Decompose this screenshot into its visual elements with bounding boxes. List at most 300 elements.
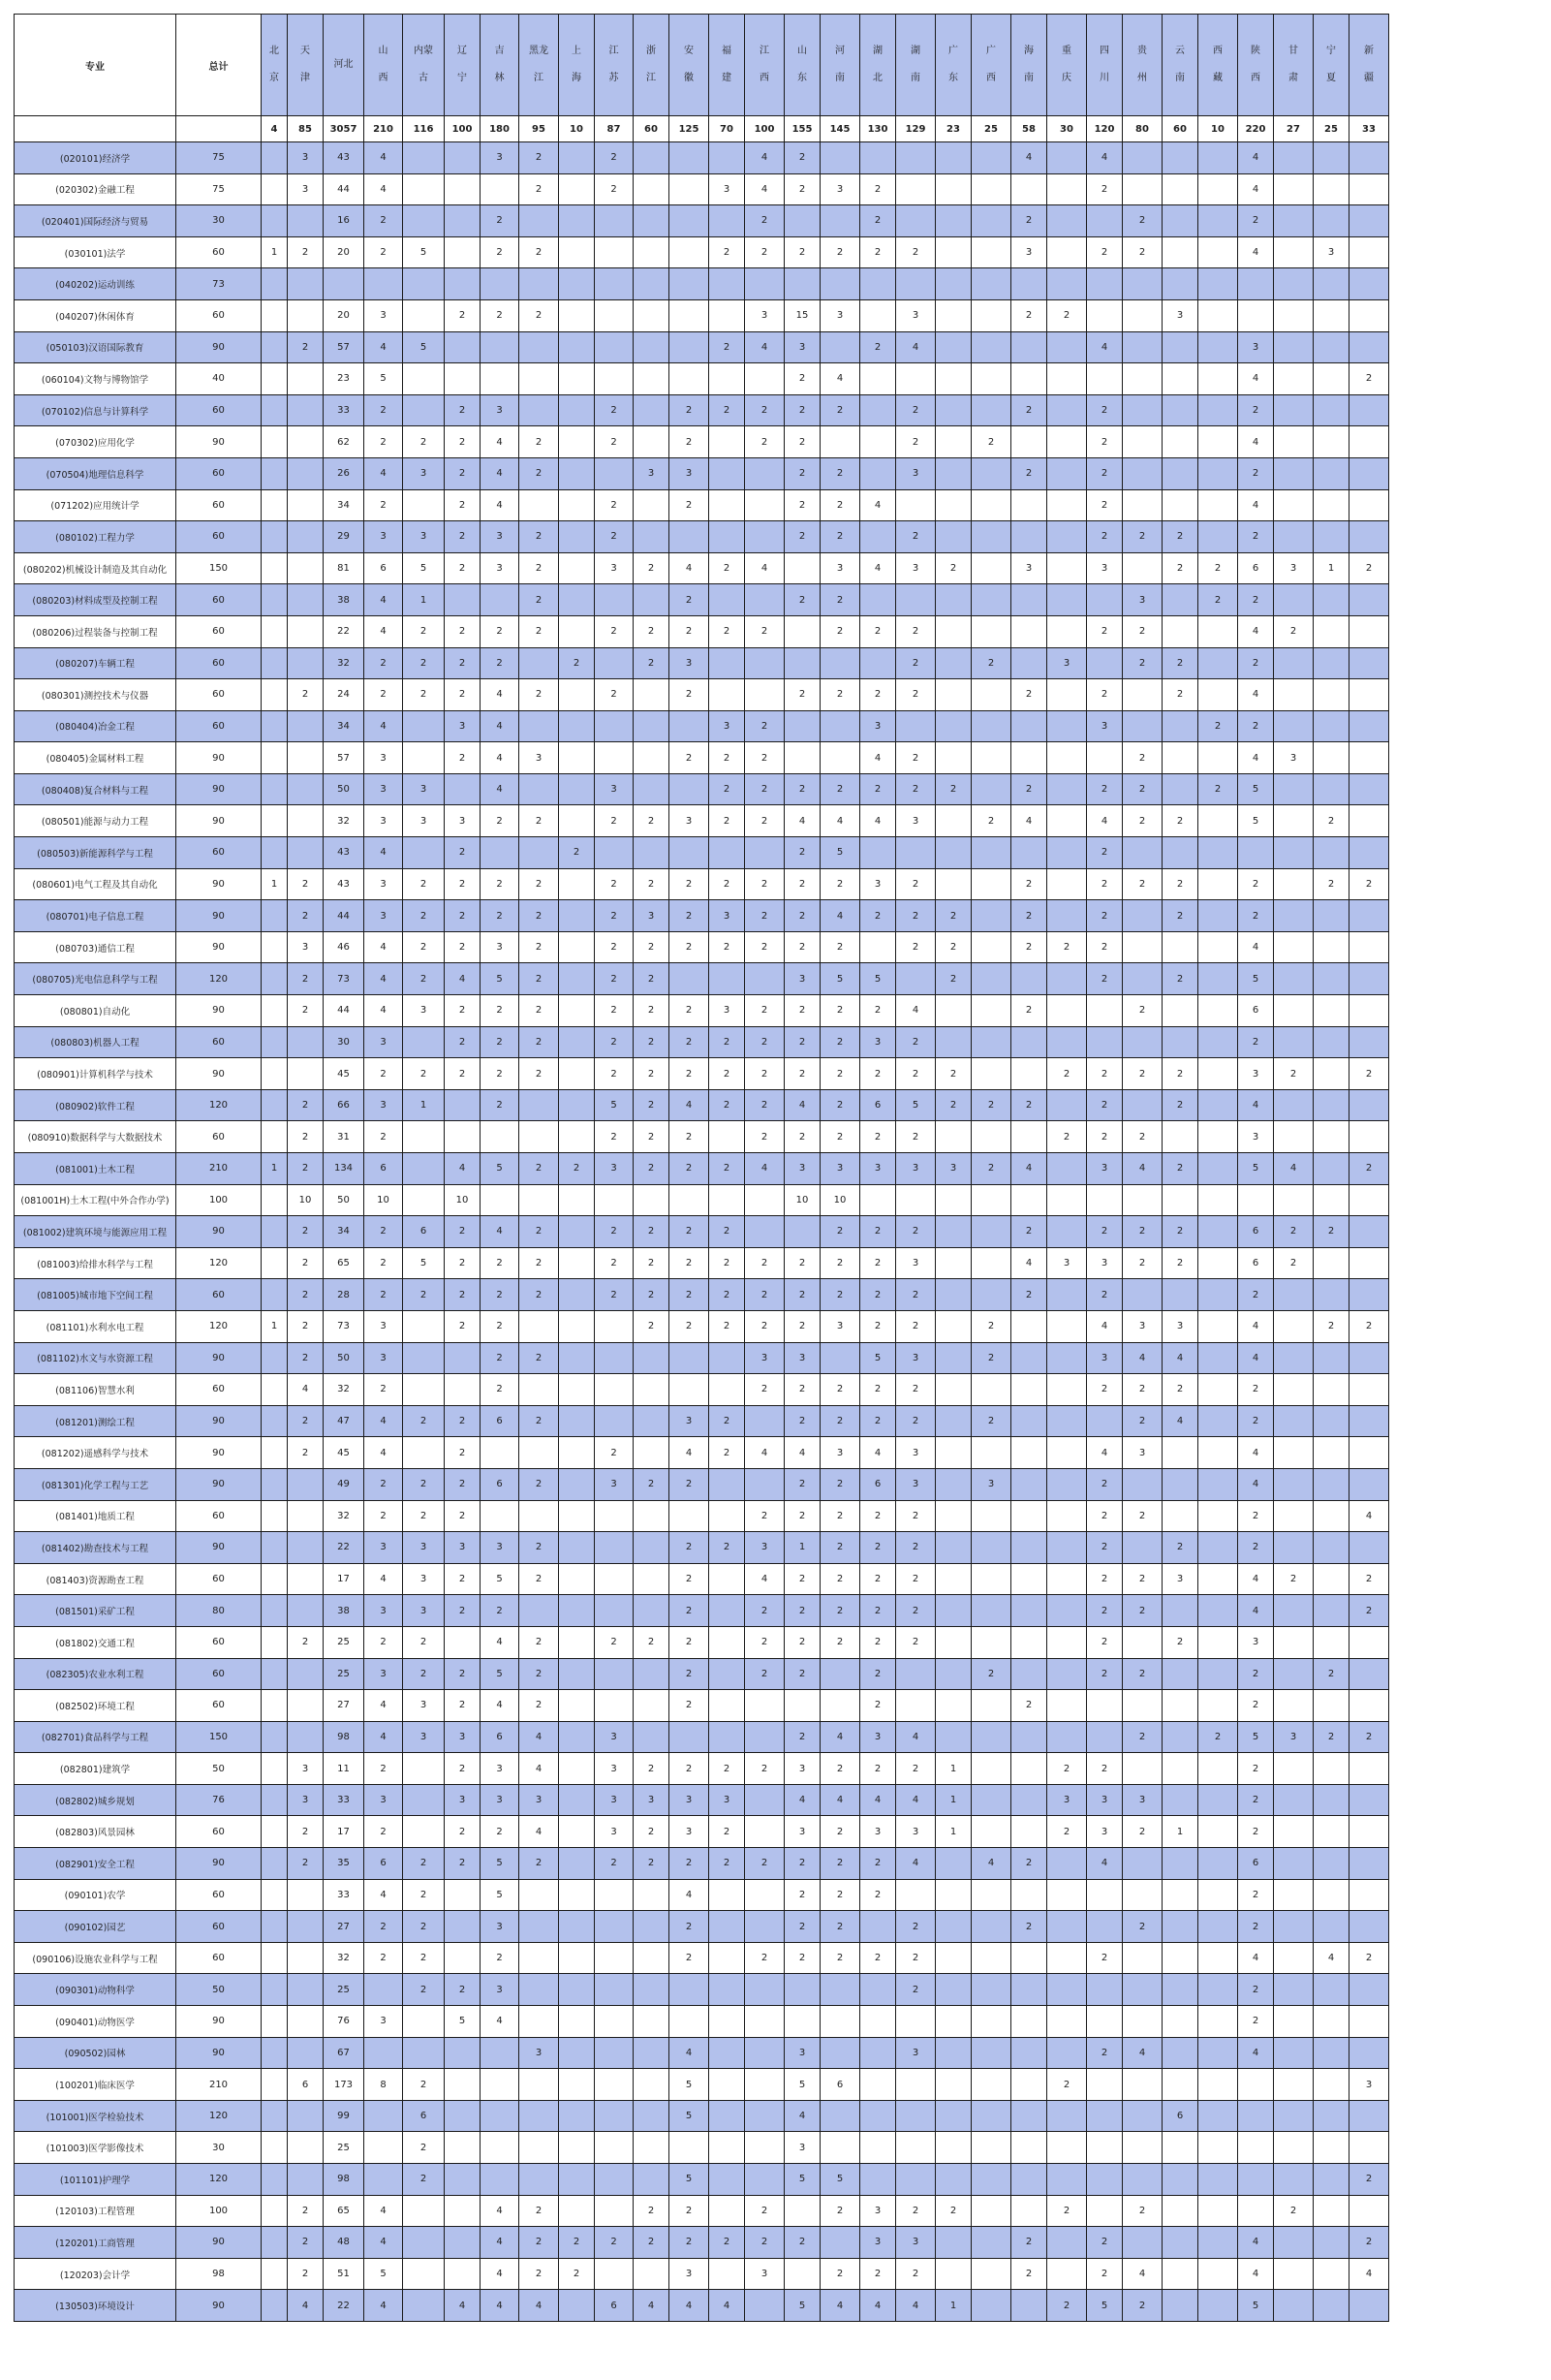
quota-cell — [745, 489, 785, 521]
quota-cell: 2 — [709, 773, 745, 805]
quota-cell: 2 — [288, 1216, 324, 1248]
quota-cell: 3 — [1349, 2069, 1389, 2101]
quota-cell — [1011, 1437, 1047, 1469]
quota-cell: 2 — [403, 1848, 445, 1880]
quota-cell: 73 — [324, 1310, 364, 1342]
table-row — [15, 1247, 1389, 1279]
quota-cell — [1011, 1468, 1047, 1500]
quota-cell: 2 — [1163, 647, 1198, 679]
quota-cell: 10 — [821, 1184, 860, 1216]
quota-cell — [1349, 995, 1389, 1027]
quota-cell — [445, 331, 481, 363]
quota-cell — [936, 1342, 972, 1374]
quota-cell: 2 — [896, 1374, 936, 1406]
quota-cell: 2 — [288, 1247, 324, 1279]
quota-cell: 134 — [324, 1153, 364, 1185]
major-total-cell: 90 — [176, 1342, 262, 1374]
quota-cell — [972, 205, 1011, 237]
quota-cell: 3 — [364, 1658, 403, 1690]
province-header: 河北 — [324, 15, 364, 116]
quota-cell — [669, 1500, 709, 1532]
quota-cell: 2 — [709, 1816, 745, 1848]
quota-cell — [1047, 363, 1087, 395]
province-total-cell: 23 — [936, 116, 972, 142]
province-total-cell: 95 — [519, 116, 559, 142]
quota-cell: 2 — [785, 1310, 821, 1342]
quota-cell — [595, 363, 634, 395]
quota-cell — [1274, 679, 1314, 711]
quota-cell — [1274, 1911, 1314, 1943]
quota-cell: 2 — [860, 1121, 896, 1153]
quota-cell — [1198, 2290, 1238, 2322]
quota-cell: 2 — [519, 868, 559, 900]
quota-cell: 2 — [403, 1405, 445, 1437]
quota-cell: 4 — [745, 1437, 785, 1469]
quota-cell — [936, 2258, 972, 2290]
quota-cell — [1314, 1437, 1349, 1469]
quota-cell: 16 — [324, 205, 364, 237]
quota-cell — [1123, 1690, 1163, 1722]
quota-cell — [595, 2006, 634, 2038]
quota-cell — [288, 299, 324, 331]
quota-cell: 2 — [1238, 1974, 1274, 2006]
quota-cell — [1314, 1374, 1349, 1406]
quota-cell — [595, 331, 634, 363]
major-name-cell: (080901)计算机科学与技术 — [15, 1058, 176, 1090]
quota-cell: 2 — [1047, 2195, 1087, 2227]
quota-cell — [936, 1310, 972, 1342]
quota-cell: 4 — [1238, 2258, 1274, 2290]
quota-cell: 3 — [745, 1342, 785, 1374]
quota-cell — [745, 1784, 785, 1816]
quota-cell: 2 — [821, 236, 860, 268]
quota-cell — [1163, 1500, 1198, 1532]
quota-cell — [559, 1595, 595, 1627]
major-total-cell: 90 — [176, 900, 262, 932]
quota-cell — [1163, 837, 1198, 869]
quota-cell — [1163, 1184, 1198, 1216]
quota-cell — [936, 805, 972, 837]
quota-cell: 2 — [896, 1974, 936, 2006]
quota-cell — [972, 1026, 1011, 1058]
quota-cell — [709, 268, 745, 300]
quota-cell — [1047, 1405, 1087, 1437]
quota-cell — [262, 1753, 288, 1785]
quota-cell: 2 — [519, 2195, 559, 2227]
quota-cell — [1198, 1784, 1238, 1816]
major-name-cell: (060104)文物与博物馆学 — [15, 363, 176, 395]
quota-cell: 4 — [481, 1216, 519, 1248]
province-total-cell: 30 — [1047, 116, 1087, 142]
quota-cell: 2 — [936, 773, 972, 805]
quota-cell: 2 — [1349, 1153, 1389, 1185]
quota-cell — [1198, 995, 1238, 1027]
quota-cell — [1349, 837, 1389, 869]
quota-cell — [1198, 1437, 1238, 1469]
quota-cell: 3 — [403, 1563, 445, 1595]
quota-cell — [1274, 710, 1314, 742]
quota-cell — [634, 2069, 669, 2101]
quota-cell: 2 — [669, 394, 709, 426]
quota-cell: 2 — [972, 1658, 1011, 1690]
quota-cell: 2 — [634, 805, 669, 837]
quota-cell — [364, 2100, 403, 2132]
quota-cell — [1314, 426, 1349, 458]
province-header: 北 京 — [262, 15, 288, 116]
quota-cell: 2 — [745, 1753, 785, 1785]
quota-cell — [559, 457, 595, 489]
quota-cell: 3 — [403, 1721, 445, 1753]
quota-cell: 2 — [1238, 868, 1274, 900]
quota-cell: 2 — [860, 1247, 896, 1279]
quota-cell: 3 — [1123, 584, 1163, 616]
quota-cell: 2 — [1314, 1310, 1349, 1342]
quota-cell: 2 — [745, 1942, 785, 1974]
quota-cell — [1274, 1753, 1314, 1785]
major-name-cell: (080405)金属材料工程 — [15, 742, 176, 774]
quota-cell — [1163, 1848, 1198, 1880]
quota-cell: 2 — [745, 2195, 785, 2227]
quota-cell — [936, 1721, 972, 1753]
quota-cell: 3 — [403, 805, 445, 837]
table-row — [15, 2069, 1389, 2101]
quota-cell — [860, 647, 896, 679]
quota-cell — [972, 963, 1011, 995]
quota-cell: 2 — [1011, 868, 1047, 900]
quota-cell: 2 — [860, 1690, 896, 1722]
quota-cell — [403, 205, 445, 237]
quota-cell: 2 — [972, 426, 1011, 458]
quota-cell: 2 — [860, 900, 896, 932]
major-name-cell: (081402)勘查技术与工程 — [15, 1532, 176, 1564]
quota-cell — [403, 2258, 445, 2290]
quota-cell — [1274, 1974, 1314, 2006]
quota-cell — [1274, 173, 1314, 205]
quota-cell — [1047, 995, 1087, 1027]
quota-cell: 4 — [519, 1721, 559, 1753]
quota-cell: 2 — [785, 363, 821, 395]
quota-cell — [972, 1911, 1011, 1943]
quota-cell: 2 — [1349, 2164, 1389, 2196]
quota-cell — [1314, 963, 1349, 995]
quota-cell: 2 — [481, 299, 519, 331]
quota-cell — [1198, 1058, 1238, 1090]
major-total-cell: 60 — [176, 1121, 262, 1153]
quota-cell — [972, 2164, 1011, 2196]
quota-cell: 2 — [1011, 995, 1047, 1027]
quota-cell: 3 — [785, 1816, 821, 1848]
quota-cell: 4 — [821, 1784, 860, 1816]
quota-cell — [595, 1690, 634, 1722]
quota-cell — [972, 552, 1011, 584]
quota-cell — [1314, 521, 1349, 553]
province-header: 西 藏 — [1198, 15, 1238, 116]
quota-cell: 49 — [324, 1468, 364, 1500]
quota-cell — [288, 2100, 324, 2132]
quota-cell — [1349, 1089, 1389, 1121]
quota-cell — [481, 837, 519, 869]
major-name-cell: (081201)测绘工程 — [15, 1405, 176, 1437]
quota-cell — [1163, 426, 1198, 458]
quota-cell — [896, 584, 936, 616]
quota-cell — [1314, 584, 1349, 616]
quota-cell — [936, 1974, 972, 2006]
quota-cell — [1314, 773, 1349, 805]
province-header: 上 海 — [559, 15, 595, 116]
quota-cell: 6 — [364, 1848, 403, 1880]
quota-cell — [481, 268, 519, 300]
quota-cell: 2 — [896, 1500, 936, 1532]
quota-cell: 44 — [324, 995, 364, 1027]
quota-cell — [1087, 268, 1123, 300]
quota-cell: 2 — [1238, 1879, 1274, 1911]
quota-cell: 4 — [1238, 1342, 1274, 1374]
quota-cell — [262, 142, 288, 174]
quota-cell — [519, 1911, 559, 1943]
quota-cell — [1163, 615, 1198, 647]
quota-cell — [1349, 615, 1389, 647]
quota-cell — [1349, 489, 1389, 521]
quota-cell: 2 — [595, 1121, 634, 1153]
quota-cell: 4 — [745, 142, 785, 174]
quota-cell: 3 — [1011, 552, 1047, 584]
quota-cell: 2 — [481, 868, 519, 900]
quota-cell — [709, 363, 745, 395]
quota-cell — [262, 1848, 288, 1880]
quota-cell — [1123, 2164, 1163, 2196]
quota-cell — [403, 710, 445, 742]
quota-cell — [262, 679, 288, 711]
table-row — [15, 2037, 1389, 2069]
province-header: 贵 州 — [1123, 15, 1163, 116]
quota-cell — [896, 1690, 936, 1722]
quota-cell: 2 — [821, 1942, 860, 1974]
quota-cell — [785, 710, 821, 742]
quota-cell — [1047, 1532, 1087, 1564]
quota-cell — [481, 1121, 519, 1153]
quota-cell — [634, 236, 669, 268]
quota-cell: 2 — [785, 584, 821, 616]
quota-cell: 2 — [669, 995, 709, 1027]
quota-cell — [403, 1121, 445, 1153]
quota-cell — [519, 2006, 559, 2038]
major-name-cell: (070302)应用化学 — [15, 426, 176, 458]
quota-cell: 5 — [481, 963, 519, 995]
province-total-cell: 116 — [403, 116, 445, 142]
quota-cell: 3 — [1087, 1153, 1123, 1185]
quota-cell: 2 — [821, 931, 860, 963]
quota-cell — [1274, 963, 1314, 995]
quota-cell — [1274, 773, 1314, 805]
quota-cell: 2 — [1123, 742, 1163, 774]
quota-cell — [595, 1374, 634, 1406]
quota-cell: 2 — [481, 995, 519, 1027]
quota-cell: 3 — [364, 2006, 403, 2038]
quota-cell — [1274, 521, 1314, 553]
quota-cell: 2 — [1123, 1816, 1163, 1848]
quota-cell — [1123, 1532, 1163, 1564]
province-total-cell: 58 — [1011, 116, 1047, 142]
quota-cell — [936, 205, 972, 237]
quota-cell — [745, 2164, 785, 2196]
quota-cell: 2 — [669, 1121, 709, 1153]
quota-cell: 4 — [896, 1848, 936, 1880]
quota-cell: 2 — [519, 1658, 559, 1690]
quota-cell — [1274, 331, 1314, 363]
province-header: 黑龙 江 — [519, 15, 559, 116]
quota-cell — [559, 742, 595, 774]
quota-cell — [1349, 1658, 1389, 1690]
quota-cell — [559, 1500, 595, 1532]
quota-cell — [972, 2258, 1011, 2290]
quota-cell — [1314, 2069, 1349, 2101]
quota-cell: 4 — [860, 552, 896, 584]
province-total-cell: 129 — [896, 116, 936, 142]
quota-cell: 2 — [595, 1026, 634, 1058]
quota-cell — [821, 2227, 860, 2259]
quota-cell — [1274, 2069, 1314, 2101]
quota-cell — [324, 268, 364, 300]
quota-cell: 3 — [364, 1089, 403, 1121]
quota-cell — [559, 931, 595, 963]
quota-cell — [634, 2258, 669, 2290]
quota-cell — [745, 584, 785, 616]
quota-cell: 2 — [896, 1121, 936, 1153]
quota-cell: 2 — [481, 1342, 519, 1374]
quota-cell — [1198, 2195, 1238, 2227]
quota-cell — [634, 679, 669, 711]
quota-cell: 2 — [364, 1279, 403, 1311]
quota-cell — [1163, 1595, 1198, 1627]
table-row — [15, 552, 1389, 584]
quota-cell — [262, 1089, 288, 1121]
quota-cell — [709, 1595, 745, 1627]
quota-cell: 2 — [896, 615, 936, 647]
quota-cell — [1349, 1405, 1389, 1437]
quota-cell — [262, 710, 288, 742]
quota-cell: 2 — [785, 2227, 821, 2259]
quota-cell: 4 — [481, 426, 519, 458]
quota-cell: 2 — [1163, 1058, 1198, 1090]
quota-cell: 2 — [364, 1911, 403, 1943]
quota-cell: 4 — [1238, 1595, 1274, 1627]
quota-cell — [972, 1279, 1011, 1311]
quota-cell — [1123, 1279, 1163, 1311]
quota-cell: 4 — [364, 457, 403, 489]
quota-cell: 2 — [669, 489, 709, 521]
quota-cell: 2 — [821, 2195, 860, 2227]
quota-cell: 2 — [1274, 1563, 1314, 1595]
quota-cell: 4 — [785, 1089, 821, 1121]
quota-cell — [559, 2069, 595, 2101]
major-total-cell: 90 — [176, 331, 262, 363]
quota-cell — [634, 521, 669, 553]
quota-cell — [1198, 2069, 1238, 2101]
quota-cell — [745, 963, 785, 995]
quota-cell — [1123, 710, 1163, 742]
quota-cell — [481, 1437, 519, 1469]
quota-cell: 3 — [1163, 299, 1198, 331]
quota-cell: 2 — [364, 1121, 403, 1153]
quota-cell: 4 — [1011, 142, 1047, 174]
major-total-cell: 100 — [176, 2195, 262, 2227]
quota-cell — [972, 1500, 1011, 1532]
quota-cell — [972, 773, 1011, 805]
quota-cell — [559, 1058, 595, 1090]
quota-cell: 1 — [403, 584, 445, 616]
quota-cell — [936, 236, 972, 268]
table-row — [15, 2132, 1389, 2164]
quota-cell — [1198, 2258, 1238, 2290]
quota-cell: 2 — [936, 900, 972, 932]
quota-cell — [1349, 268, 1389, 300]
quota-cell: 3 — [860, 2195, 896, 2227]
quota-cell: 2 — [745, 1658, 785, 1690]
quota-cell: 2 — [1198, 773, 1238, 805]
quota-cell: 4 — [1087, 805, 1123, 837]
quota-cell — [403, 1310, 445, 1342]
quota-cell: 3 — [785, 2037, 821, 2069]
quota-cell: 2 — [288, 2195, 324, 2227]
quota-cell: 5 — [896, 1089, 936, 1121]
quota-cell — [519, 1437, 559, 1469]
quota-cell — [1238, 268, 1274, 300]
quota-cell — [1047, 173, 1087, 205]
quota-cell: 2 — [634, 647, 669, 679]
quota-cell: 4 — [1238, 426, 1274, 458]
quota-cell — [1163, 2037, 1198, 2069]
quota-cell: 2 — [745, 805, 785, 837]
quota-cell: 2 — [745, 868, 785, 900]
quota-cell — [669, 1184, 709, 1216]
quota-cell — [519, 363, 559, 395]
major-name-cell: (120201)工商管理 — [15, 2227, 176, 2259]
major-name-cell: (050103)汉语国际教育 — [15, 331, 176, 363]
quota-cell: 2 — [1047, 931, 1087, 963]
quota-cell: 3 — [1087, 552, 1123, 584]
quota-cell — [1349, 1911, 1389, 1943]
quota-cell — [262, 1784, 288, 1816]
quota-cell: 2 — [445, 552, 481, 584]
quota-cell: 4 — [745, 1563, 785, 1595]
quota-cell: 2 — [972, 1153, 1011, 1185]
quota-cell — [1314, 394, 1349, 426]
quota-cell — [1198, 1374, 1238, 1406]
quota-cell — [262, 742, 288, 774]
quota-cell: 98 — [324, 1721, 364, 1753]
quota-cell — [1198, 1626, 1238, 1658]
quota-cell — [972, 521, 1011, 553]
quota-cell: 57 — [324, 331, 364, 363]
province-total-cell: 60 — [634, 116, 669, 142]
quota-cell — [1314, 1626, 1349, 1658]
quota-cell: 4 — [364, 710, 403, 742]
quota-cell: 81 — [324, 552, 364, 584]
table-row — [15, 1784, 1389, 1816]
quota-cell: 2 — [669, 742, 709, 774]
major-total-cell: 90 — [176, 805, 262, 837]
quota-cell — [445, 773, 481, 805]
quota-cell: 2 — [1238, 1784, 1274, 1816]
quota-cell — [709, 963, 745, 995]
quota-cell — [1011, 1816, 1047, 1848]
quota-cell: 3 — [745, 2258, 785, 2290]
quota-cell — [1274, 2037, 1314, 2069]
quota-cell: 2 — [1047, 1816, 1087, 1848]
quota-cell: 2 — [972, 647, 1011, 679]
quota-cell — [1163, 394, 1198, 426]
quota-cell: 2 — [445, 1310, 481, 1342]
